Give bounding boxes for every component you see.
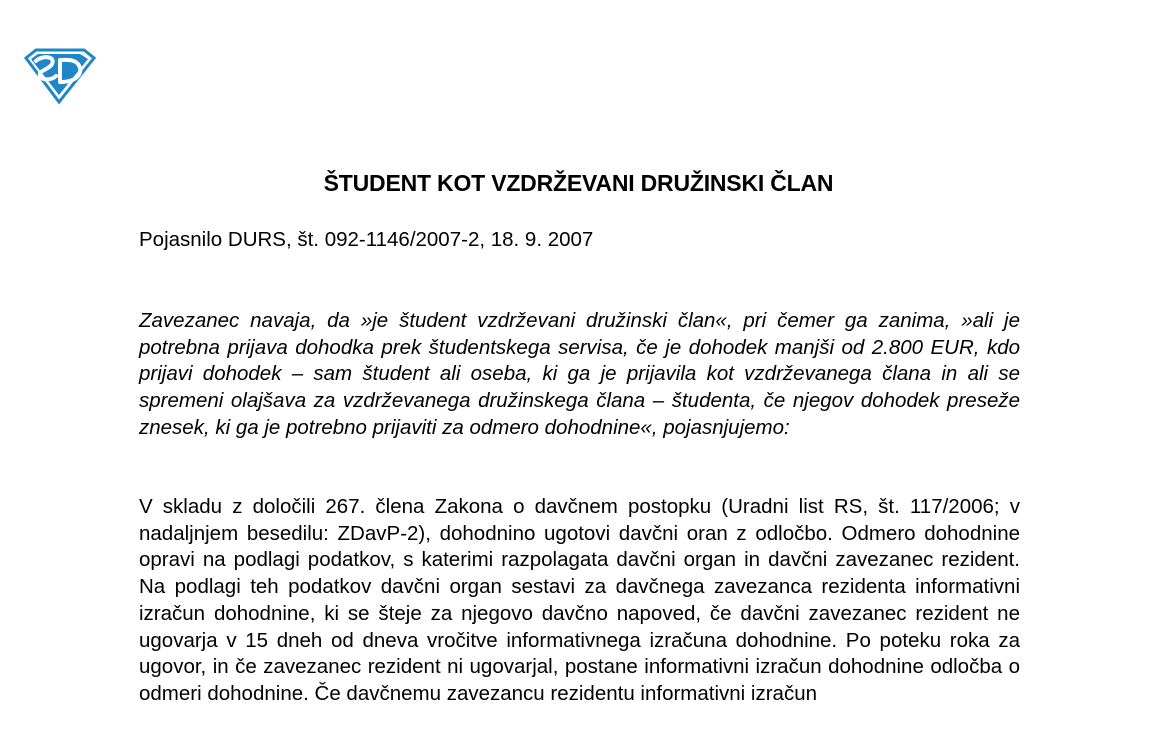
- document-title: ŠTUDENT KOT VZDRŽEVANI DRUŽINSKI ČLAN: [323, 170, 834, 196]
- document-source-reference: Pojasnilo DURS, št. 092-1146/2007-2, 18. 9. 2007: [139, 228, 594, 251]
- sd-logo-icon: [22, 48, 96, 104]
- intro-paragraph: Zavezanec navaja, da »je študent vzdrževani družinski član«, pri čemer ga zanima, »ali je potrebna prijava dohodka prek študentskega servisa, če je dohodek manjši od 2.800 EUR, kdo prijavi dohodek – sam študent ali oseba, ki ga je prijavila kot vzdrževanega člana in ali se spremeni olajšava za vzdrževanega družinskega člana – študenta, če njegov dohodek preseže znesek, ki ga je potrebno prijaviti za odmero dohodnine«, pojasnjujemo:: [139, 309, 1020, 439]
- body-paragraph: V skladu z določili 267. člena Zakona o davčnem postopku (Uradni list RS, št. 117/2006; v nadaljnjem besedilu: ZDavP-2), dohodnino ugotovi davčni oran z odločbo. Odmero dohodnine opravi na podlagi podatkov, s katerimi razpolagata davčni organ in davčni zavezanec rezident. Na podlagi teh podatkov davčni organ sestavi za davčnega zavezanca rezidenta informativni izračun dohodnine, ki se šteje za njegovo davčno napoved, če davčni zavezanec rezident ne ugovarja v 15 dneh od dneva vročitve informativnega izračuna dohodnine. Po poteku roka za ugovor, in če zavezanec rezident ni ugovarjal, postane informativni izračun dohodnine odločba o odmeri dohodnine. Če davčnemu zavezancu rezidentu informativni izračun: [139, 495, 1020, 705]
